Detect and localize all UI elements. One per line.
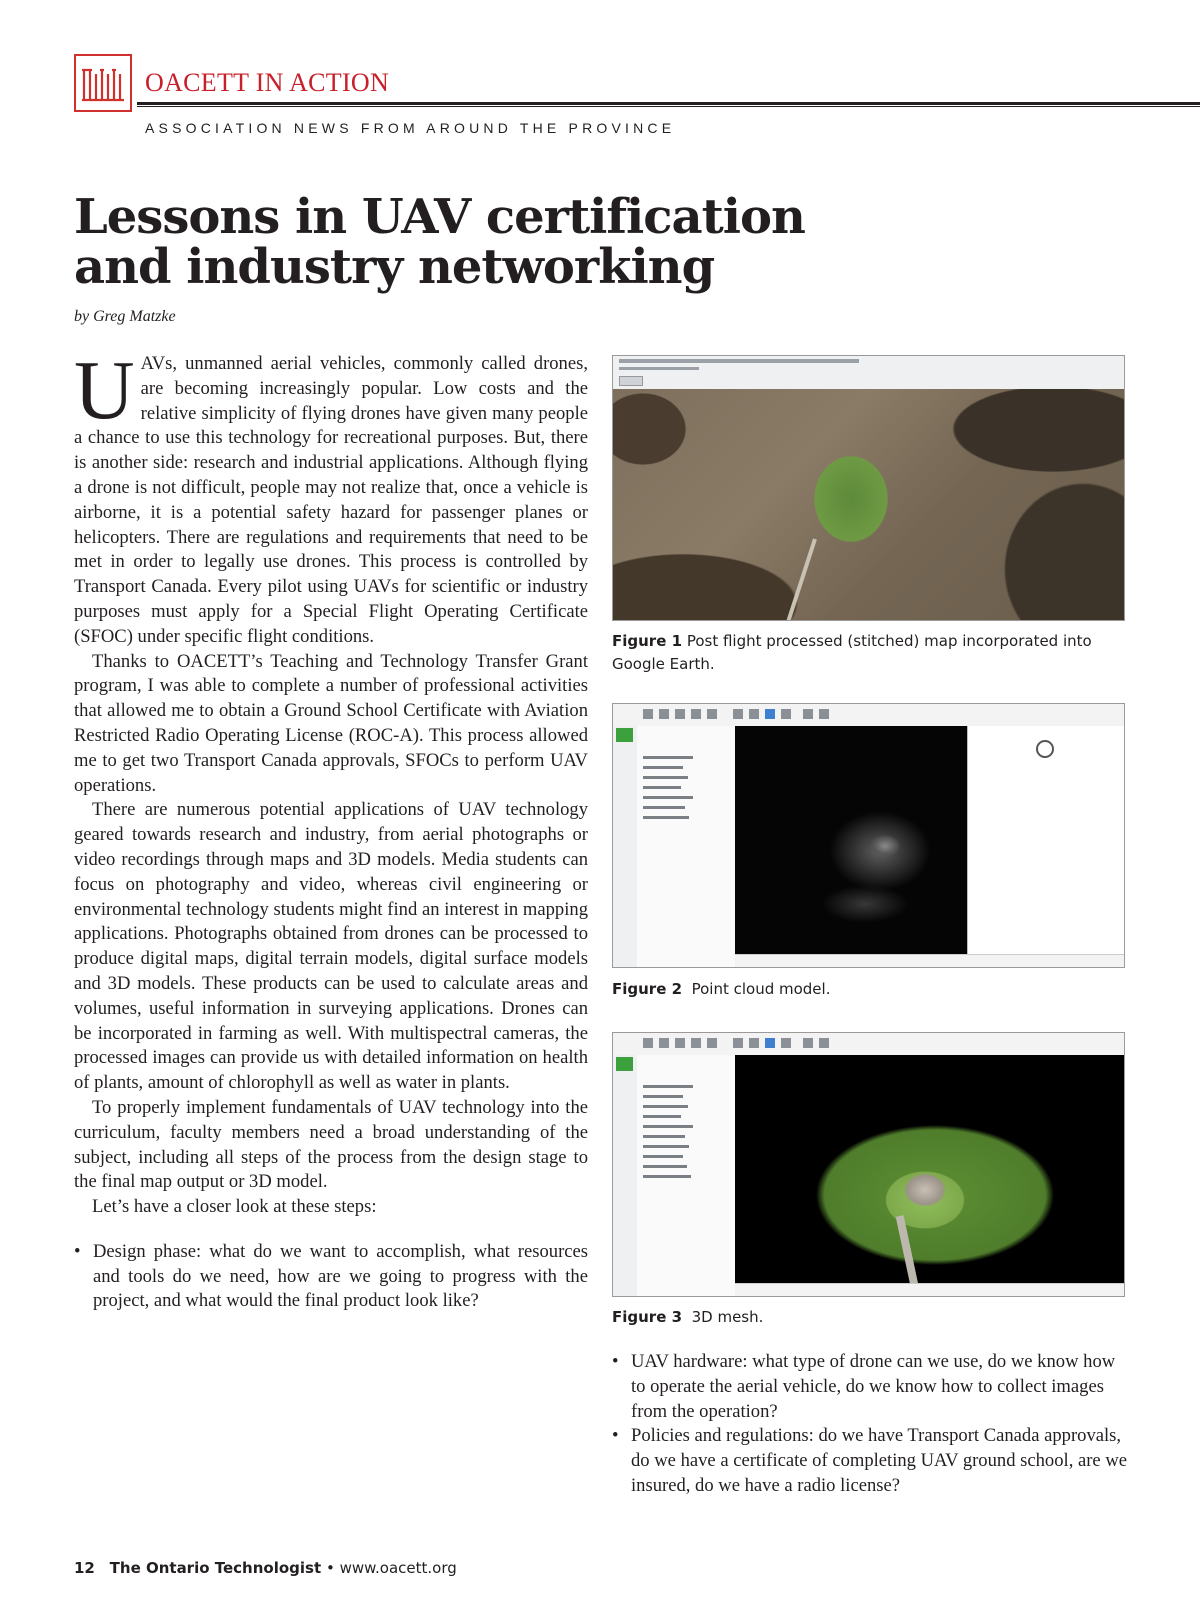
layers-panel [637,1055,736,1296]
figure-1-image [612,355,1125,621]
page-footer [74,1559,457,1577]
figure-2-caption-text: Point cloud model. [691,980,831,998]
bullet-uav-hardware: • UAV hardware: what type of drone can we use, do we know how to operate the aerial vehicle, do we know how to collect images from the operation? [612,1350,1132,1424]
aerial-map [613,389,1124,621]
figure-2-label: Figure 2 [612,980,683,998]
article-body-right [612,1350,1132,1499]
website-link[interactable]: www.oacett.org [339,1559,457,1577]
mesh-view [735,1055,1124,1284]
figure-3-caption [612,1306,1132,1329]
section-title: OACETT IN ACTION [145,68,390,97]
figure-1-caption [612,630,1132,676]
paragraph-2: Thanks to OACETT’s Teaching and Technology Transfer Grant program, I was able to complete a number of professional activities that allowed me to obtain a Ground School Certificate with Aviation Restricted Radio Operating License (ROC-A). This process allowed me to get two Transport Canada approvals, SFOCs to perform UAV operations. [74,650,588,796]
software-sidebar [613,726,638,967]
bullet-list-right [612,1350,1132,1499]
figure-3-image [612,1032,1125,1297]
layers-panel [637,726,736,967]
header-rule [137,102,1200,107]
magazine-name: The Ontario Technologist [109,1559,322,1577]
figure-1-caption-text: Post flight processed (stitched) map incorporated into Google Earth. [612,632,1092,673]
paragraph-1 [74,344,588,650]
article-title: Lessons in UAV certification and industry networking [74,189,805,295]
dropcap: U [74,344,135,437]
paragraph-1-text: AVs, unmanned aerial vehicles, commonly called drones, are becoming increasingly popular. Low costs and the relative simplicity of flying drones have given many people a chance to use this technology for recreational purposes. But, there is another side: research and industrial applications. Although flying a drone is not difficult, people may not realize that, once a vehicle is airborne, it is a potential safety hazard for passenger planes or helicopters. There are regulations and requirements that need to be met in order to legally use drones. This process is controlled by Transport Canada. Every pilot using UAVs for scientific or industry purposes must apply for a Special Flight Operating Certificate (SFOC) under specific flight conditions. [74,353,588,647]
section-subtitle: ASSOCIATION NEWS FROM AROUND THE PROVINCE [145,120,676,136]
paragraph-5: Let’s have a closer look at these steps: [92,1196,377,1218]
figure-2-caption [612,978,1132,1001]
figure-2-image [612,703,1125,968]
paragraph-3: There are numerous potential applications of UAV technology geared towards research and industry, from aerial photographs or video recordings through maps and 3D models. Media students can focus on photography and video, whereas civil engineering or environmental technology students might find an interest in mapping applications. Photographs obtained from drones can be processed to produce digital maps, digital terrain models, digital surface models and 3D models. These products can be used to calculate areas and volumes, useful information in surveying applications. Drones can be incorporated in farming as well. With multispectral cameras, the processed images can provide us with detailed information on health of plants, amount of chlorophyll as well as water in plants. [74,799,588,1094]
figure-3-label: Figure 3 [612,1308,683,1326]
info-icon [1036,740,1054,758]
software-toolbar [613,1033,1124,1056]
footer-separator: • [325,1559,335,1577]
google-earth-window-chrome [613,356,1124,390]
properties-panel [967,726,1124,955]
figure-1-label: Figure 1 [612,632,683,650]
status-bar [735,1283,1124,1296]
bullet-list-left [74,1240,588,1314]
software-sidebar [613,1055,638,1296]
point-cloud-view [735,726,968,955]
article-body-left [74,344,588,1314]
figure-3-caption-text: 3D mesh. [691,1308,764,1326]
bullet-design-phase: • Design phase: what do we want to accomplish, what resources and tools do we need, how are we going to progress with the project, and what would the final product look like? [74,1240,588,1314]
byline: by Greg Matzke [74,308,176,325]
software-toolbar [613,704,1124,727]
status-bar [735,954,1124,967]
bullet-policies: • Policies and regulations: do we have Transport Canada approvals, do we have a certificate of completing UAV ground school, are we insured, do we have a radio license? [612,1424,1132,1498]
oacett-logo-icon [74,54,132,112]
paragraph-4: To properly implement fundamentals of UAV technology into the curriculum, faculty members need a broad understanding of the subject, including all steps of the process from the design stage to the final map output or 3D model. [74,1096,588,1193]
page-number: 12 [74,1559,95,1577]
